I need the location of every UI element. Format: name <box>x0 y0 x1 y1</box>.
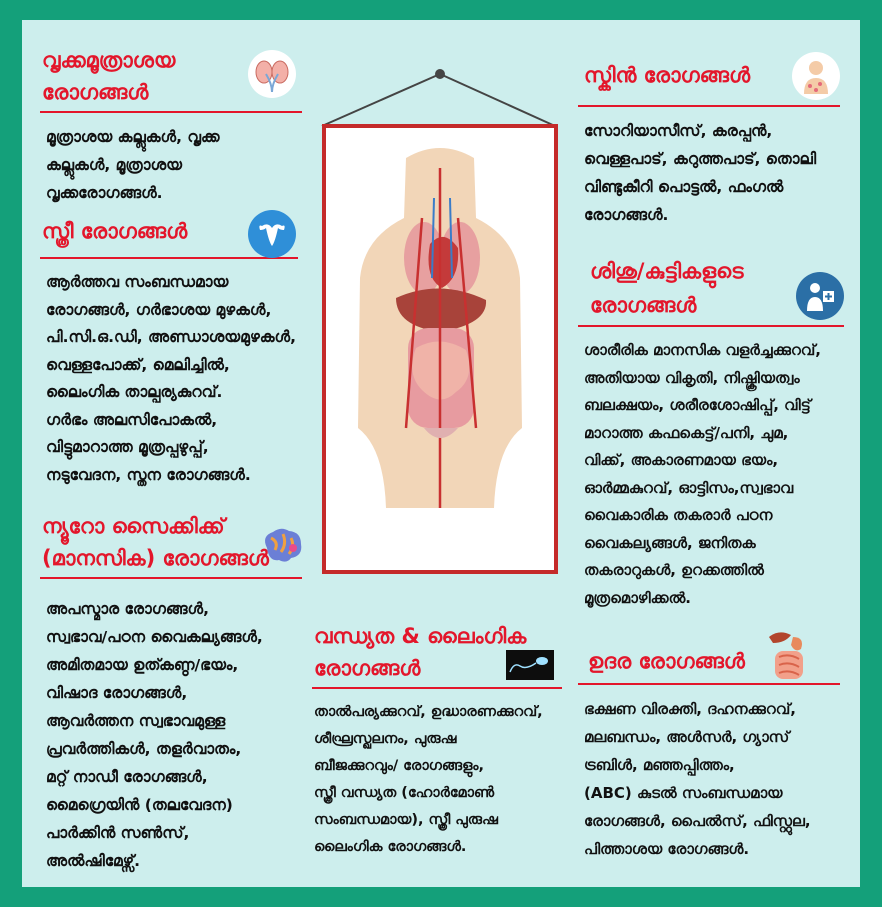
section-fertility-divider <box>312 687 562 689</box>
section-skin-text: സോറിയാസീസ്, കരപ്പൻ, വെള്ളപാട്, കറുത്തപാട്, തൊലി വിണ്ടുകീറി പൊട്ടൽ, ഫംഗൽ രോഗങ്ങൾ. <box>584 122 817 224</box>
section-stomach-title: ഉദര രോഗങ്ങൾ <box>588 649 745 673</box>
anatomy-poster <box>322 124 558 574</box>
section-women-text: ആർത്തവ സംബന്ധമായ രോഗങ്ങൾ, ഗർഭാശയ മുഴകൾ, പി.സി.ഒ.ഡി, അണ്ഡാശയമുഴകൾ, വെള്ളപോക്ക്, മെലിച്ചിൽ, ലൈംഗിക താല്പര്യകുറവ്. ഗർഭം അലസിപോകൽ, വിട്ടുമാറാത്ത മൂത്രപ്പഴുപ്പ്, നടുവേദന, സ്തന രോഗങ്ങൾ. <box>46 273 296 484</box>
section-skin-title: സ്കിൻ രോഗങ്ങൾ <box>584 63 751 87</box>
section-fertility-text: താൽപര്യക്കുറവ്, ഉദ്ധാരണക്കുറവ്, ശീഘ്രസ്ഖലനം, പുരുഷ ബീജക്കുറവും/ രോഗങ്ങളും, സ്ത്രീ വന്ധ്യത (ഹോർമോൺ സംബന്ധമായ), സ്ത്രീ പുരുഷ ലൈംഗിക രോഗങ്ങൾ. <box>314 704 543 855</box>
section-women <box>40 216 298 489</box>
section-neuro-text: അപസ്മാര രോഗങ്ങൾ, സ്വഭാവ/പഠന വൈകല്യങ്ങൾ, അമിതമായ ഉത്കണ്ഠ/ഭയം, വിഷാദ രോഗങ്ങൾ, ആവർത്തന സ്വഭാവമുള്ള പ്രവർത്തികൾ, തളർവാതം, മറ്റ് നാഡീ രോഗങ്ങൾ, മൈഗ്രെയിൻ (തലവേദന) പാർക്കിൻ സൺസ്, അൽഷിമേഴ്സ്. <box>46 600 263 870</box>
section-fertility-title: വന്ധ്യത & ലൈംഗിക രോഗങ്ങൾ <box>314 624 527 680</box>
skin-icon <box>792 52 840 100</box>
section-kidney-text: മൂത്രാശയ കല്ലുകൾ, വൃക്ക കല്ലുകൾ, മൂത്രാശയ വൃക്കരോഗങ്ങൾ. <box>46 128 220 202</box>
sperm-icon <box>506 650 554 680</box>
child-doctor-icon <box>796 272 844 320</box>
kidney-icon <box>248 50 296 98</box>
section-child-divider <box>578 325 844 327</box>
section-skin-divider <box>578 105 840 107</box>
brain-icon <box>258 522 306 570</box>
section-kidney-divider <box>40 111 302 113</box>
section-women-title: സ്ത്രീ രോഗങ്ങൾ <box>42 219 188 243</box>
digestive-organs-icon <box>764 626 812 686</box>
section-women-divider <box>40 257 298 259</box>
section-neuro-divider <box>40 577 302 579</box>
uterus-icon <box>248 210 296 258</box>
section-child-title: ശിശു/കുട്ടികളുടെ രോഗങ്ങൾ <box>590 259 744 317</box>
section-stomach-text: ഭക്ഷണ വിരക്തി, ദഹനക്കുറവ്, മലബന്ധം, അൾസർ, ഗ്യാസ് ട്രബിൾ, മഞ്ഞപ്പിത്തം, (ABC) കുടൽ സംബന്ധമായ രോഗങ്ങൾ, പൈൽസ്, ഫിസ്റ്റുല, പിത്താശയ രോഗങ്ങൾ. <box>584 700 811 858</box>
section-kidney-title: വൃക്കമൂത്രാശയ രോഗങ്ങൾ <box>42 48 176 104</box>
section-child-text: ശാരീരിക മാനസിക വളർച്ചക്കുറവ്, അതിയായ വികൃതി, നിഷ്ക്രിയത്വം ബലക്ഷയം, ശരീരശോഷിപ്പ്, വിട്ട് മാറാത്ത കഫകെട്ട്/പനി, ചുമ, വിക്ക്, അകാരണമായ ഭയം, ഓർമ്മകുറവ്, ഓട്ടിസം,സ്വഭാവ വൈകാരിക തകരാർ പഠന വൈകല്യങ്ങൾ, ജനിതക തകരാറുകൾ, ഉറക്കത്തിൽ മൂത്രമൊഴിക്കൽ. <box>584 341 822 607</box>
section-neuro-title: ന്യൂറോ സൈക്കിക്ക് (മാനസിക) രോഗങ്ങൾ <box>42 514 269 570</box>
